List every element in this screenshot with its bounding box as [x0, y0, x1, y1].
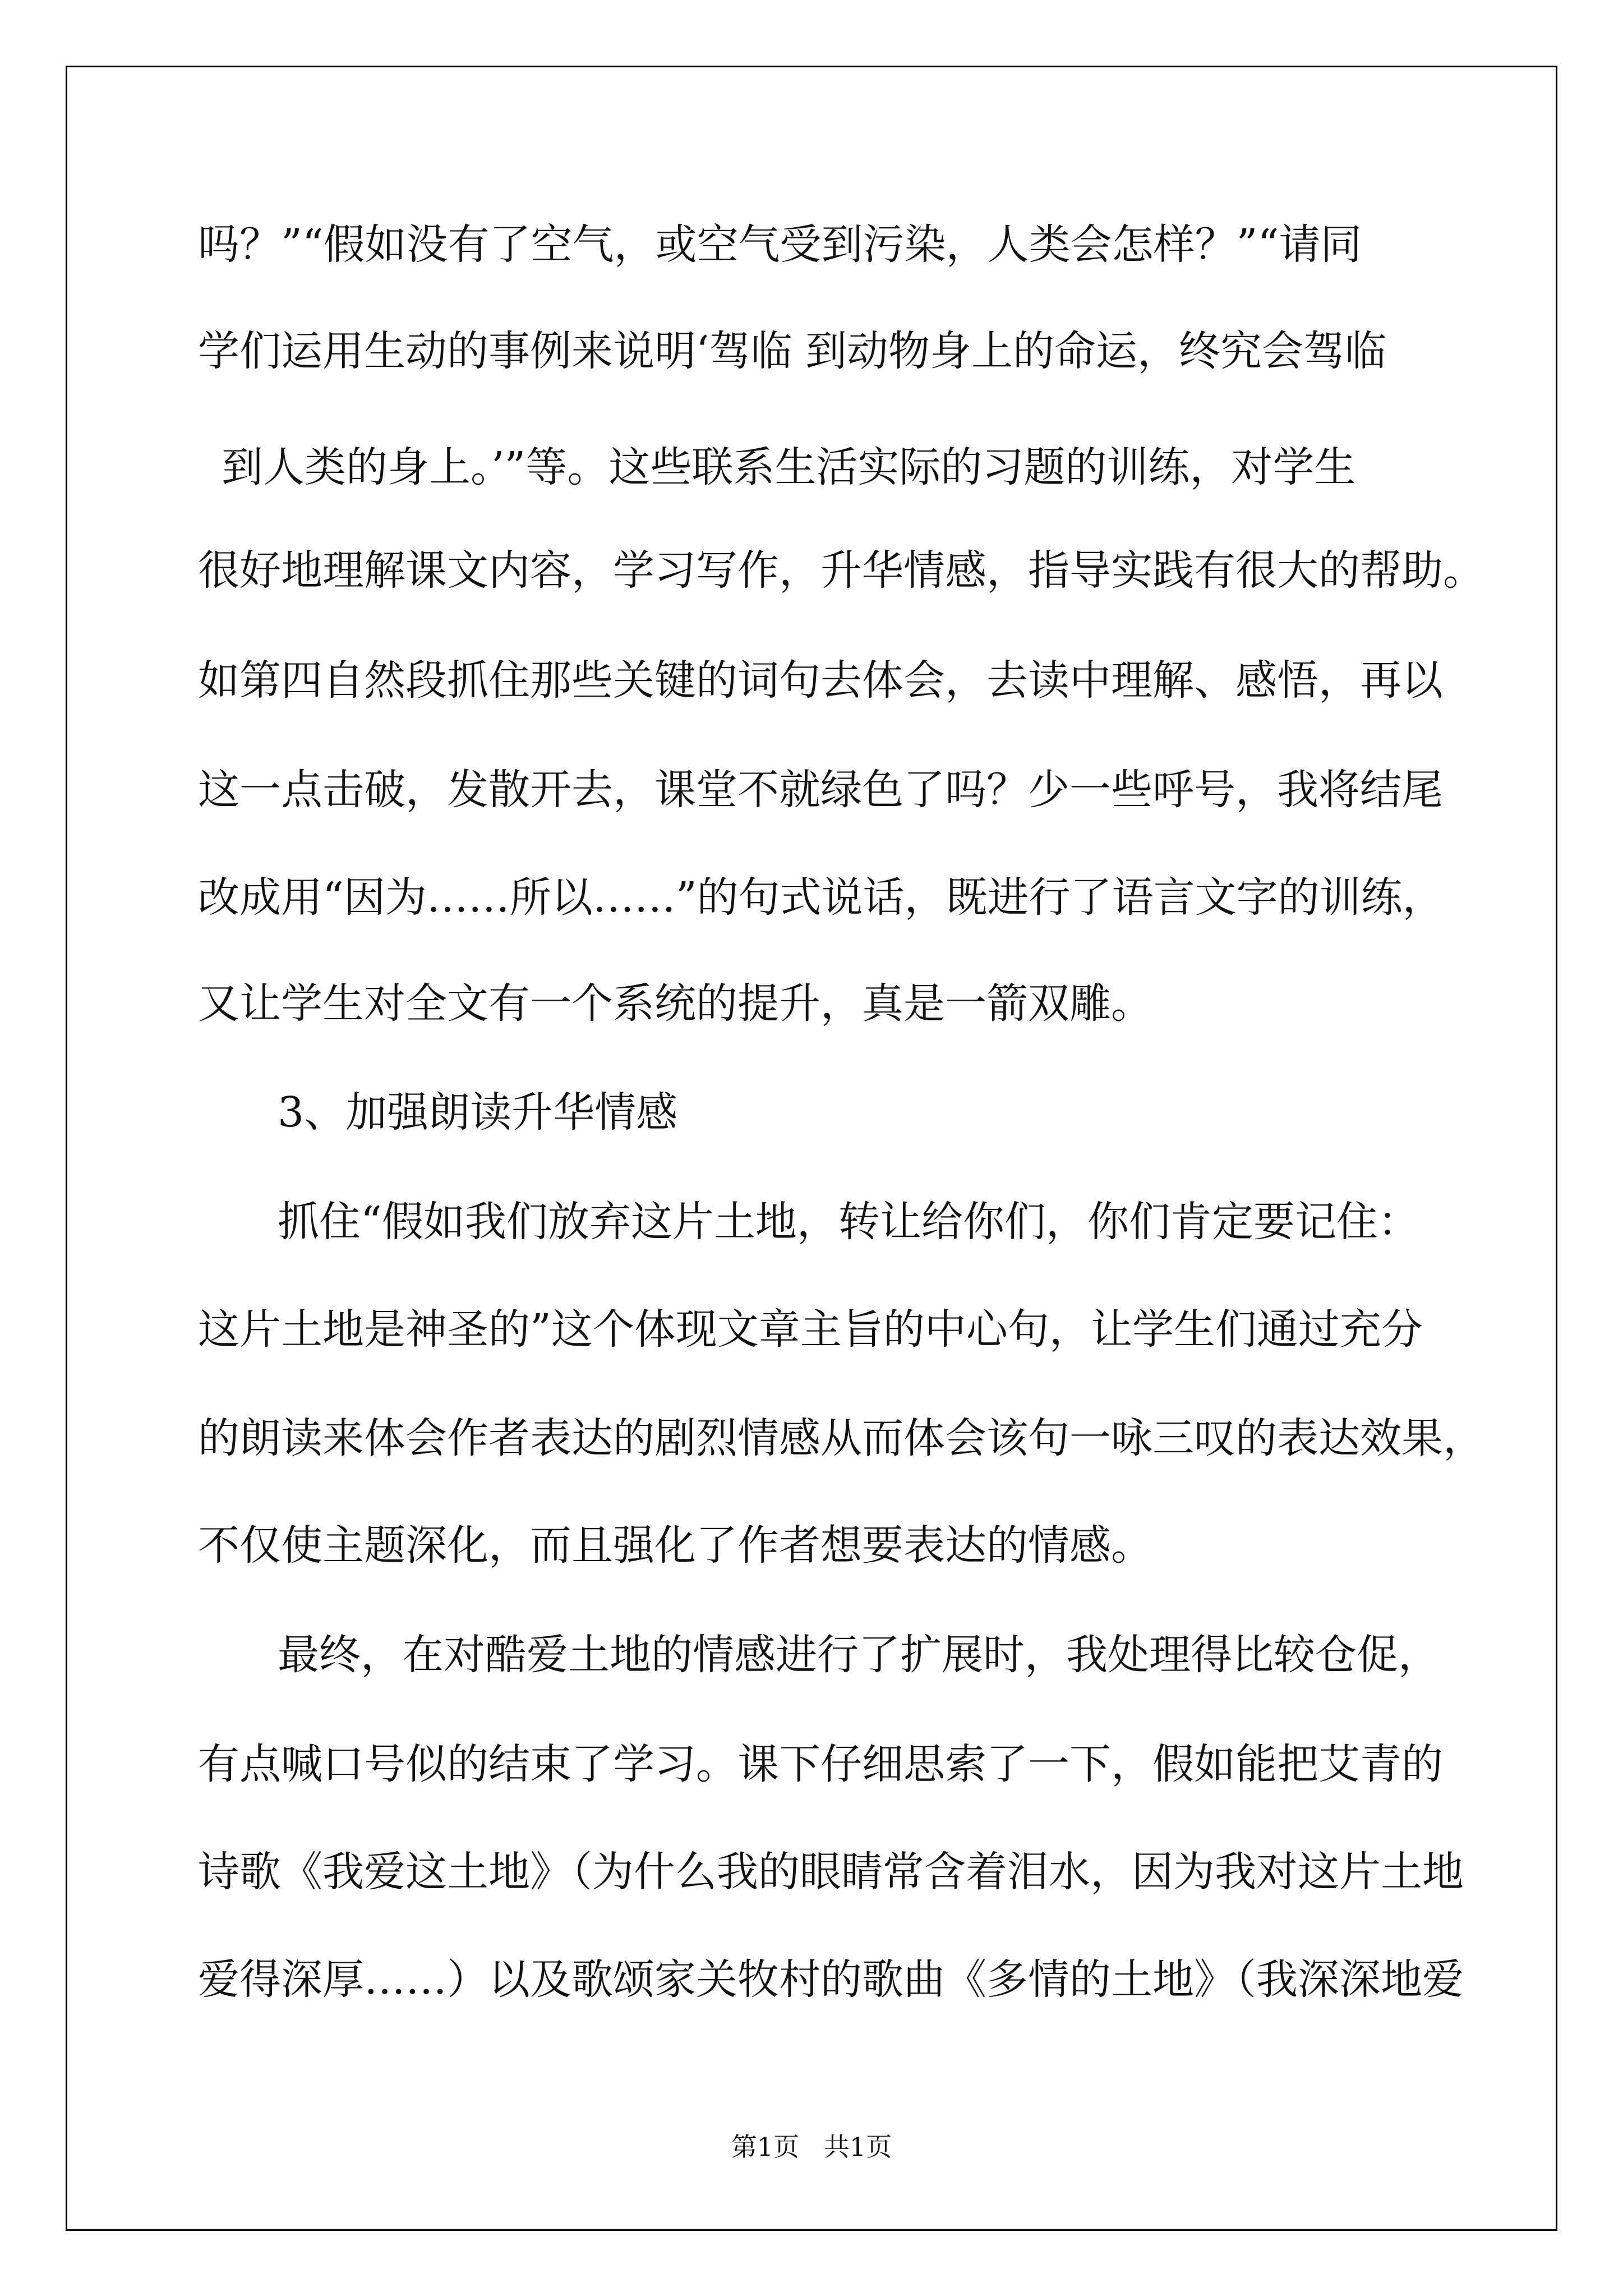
text-line-4: 很好地理解课文内容，学习写作，升华情感，指导实践有很大的帮助。	[198, 546, 1484, 595]
text-line-10: 抓住“假如我们放弃这片土地，转让给你们，你们肯定要记住：	[278, 1198, 1419, 1246]
text-line-11: 这片土地是神圣的”这个体现文章主旨的中心句，让学生们通过充分	[198, 1305, 1423, 1354]
page-border	[66, 66, 1557, 2231]
text-line-3: 到人类的身上。’”等。这些联系生活实际的习题的训练，对学生	[222, 443, 1356, 491]
text-line-7: 改成用“因为……所以……”的句式说话，既进行了语言文字的训练，	[198, 873, 1444, 922]
text-line-5: 如第四自然段抓住那些关键的词句去体会，去读中理解、感悟，再以	[198, 656, 1443, 705]
text-line-12: 的朗读来体会作者表达的剧烈情感从而体会该句一咏三叹的表达效果，	[198, 1414, 1484, 1462]
text-line-2: 学们运用生动的事例来说明‘驾临 到动物身上的命运，终究会驾临	[198, 327, 1387, 375]
text-line-13: 不仅使主题深化，而且强化了作者想要表达的情感。	[198, 1521, 1152, 1570]
text-line-15: 有点喊口号似的结束了学习。课下仔细思索了一下，假如能把艾青的	[198, 1740, 1443, 1788]
text-line-17: 爱得深厚……）以及歌颂家关牧村的歌曲《多情的土地》（我深深地爱	[198, 1955, 1464, 2004]
text-line-6: 这一点击破，发散开去，课堂不就绿色了吗？少一些呼号，我将结尾	[198, 766, 1443, 814]
section-heading: 3、加强朗读升华情感	[278, 1088, 678, 1137]
text-line-16: 诗歌《我爱这土地》（为什么我的眼睛常含着泪水，因为我对这片土地	[198, 1848, 1464, 1896]
text-line-1: 吗？”“假如没有了空气，或空气受到污染，人类会怎样？”“请同	[198, 220, 1362, 269]
text-line-8: 又让学生对全文有一个系统的提升，真是一箭双雕。	[198, 979, 1152, 1028]
text-line-14: 最终，在对酷爱土地的情感进行了扩展时，我处理得比较仓促，	[278, 1631, 1440, 1679]
page-footer: 第1页 共1页	[731, 2132, 892, 2162]
